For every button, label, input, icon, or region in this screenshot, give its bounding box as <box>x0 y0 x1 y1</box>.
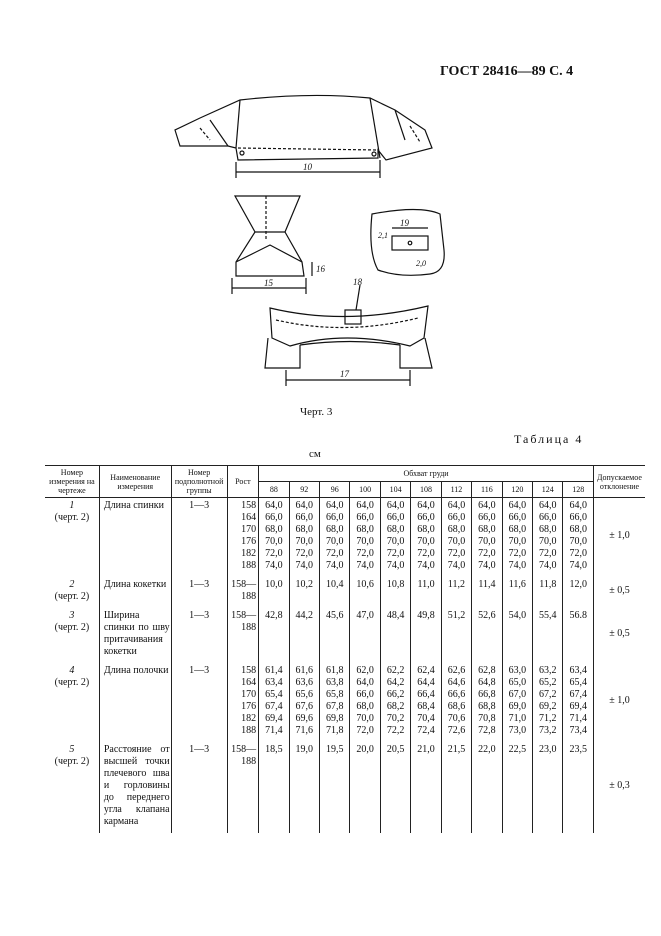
row-value: 64,0 66,0 68,0 70,0 72,0 74,0 <box>289 498 319 578</box>
row-number <box>45 577 99 608</box>
measurements-table <box>45 465 645 833</box>
row-value: 11,0 <box>411 577 441 608</box>
row-number-value: 4 <box>69 665 75 676</box>
row-value: 64,0 66,0 68,0 70,0 72,0 74,0 <box>259 498 289 578</box>
row-value: 62,0 64,0 66,0 68,0 70,0 72,0 <box>350 663 380 742</box>
row-group: 1—3 <box>171 608 227 663</box>
row-tolerance: ± 0,5 <box>593 608 645 663</box>
row-group: 1—3 <box>171 742 227 833</box>
row-height: 158 164 170 176 182 188 <box>227 498 259 578</box>
row-value: 23,5 <box>563 742 593 833</box>
table-body <box>45 498 645 834</box>
row-value: 19,5 <box>319 742 349 833</box>
drawing-shirt-back <box>265 277 432 386</box>
row-value: 64,0 66,0 68,0 70,0 72,0 74,0 <box>472 498 502 578</box>
row-value: 47,0 <box>350 608 380 663</box>
table-unit: см <box>309 448 321 460</box>
table-row <box>45 498 645 578</box>
row-number <box>45 608 99 663</box>
row-name: Длина полочки <box>99 663 171 742</box>
row-name: Расстояние от высшей точки плечевого шва и горловины до переднего угла клапана кармана <box>99 742 171 833</box>
row-value: 64,0 66,0 68,0 70,0 72,0 74,0 <box>411 498 441 578</box>
header-name: Наименование измерения <box>99 466 171 498</box>
row-value: 10,0 <box>259 577 289 608</box>
row-value: 64,0 66,0 68,0 70,0 72,0 74,0 <box>350 498 380 578</box>
bust-size: 128 <box>563 482 593 498</box>
row-tolerance: ± 0,5 <box>593 577 645 608</box>
row-value: 62,8 64,8 66,8 68,8 70,8 72,8 <box>472 663 502 742</box>
row-value: 45,6 <box>319 608 349 663</box>
row-value: 64,0 66,0 68,0 70,0 72,0 74,0 <box>563 498 593 578</box>
dim-15: 15 <box>264 278 273 288</box>
row-number <box>45 742 99 833</box>
row-height: 158 164 170 176 182 188 <box>227 663 259 742</box>
table-row <box>45 742 645 833</box>
row-value: 18,5 <box>259 742 289 833</box>
row-height: 158— 188 <box>227 608 259 663</box>
row-value: 10,6 <box>350 577 380 608</box>
row-height: 158— 188 <box>227 742 259 833</box>
row-value: 62,2 64,2 66,2 68,2 70,2 72,2 <box>380 663 410 742</box>
dim-18: 18 <box>353 277 362 287</box>
bust-size: 92 <box>289 482 319 498</box>
header-tolerance: Допускаемое отклонение <box>593 466 645 498</box>
row-number-value: 5 <box>69 744 75 755</box>
dim-20: 2,0 <box>416 259 426 268</box>
dim-10: 10 <box>303 162 312 172</box>
row-value: 11,8 <box>533 577 563 608</box>
figure-caption: Черт. 3 <box>300 406 333 418</box>
row-group: 1—3 <box>171 663 227 742</box>
row-value: 42,8 <box>259 608 289 663</box>
row-value: 63,0 65,0 67,0 69,0 71,0 73,0 <box>502 663 532 742</box>
row-value: 11,2 <box>441 577 471 608</box>
header-group: Номер подполнотной группы <box>171 466 227 498</box>
garment-drawings <box>0 0 661 420</box>
row-value: 23,0 <box>533 742 563 833</box>
row-value: 55,4 <box>533 608 563 663</box>
row-value: 63,4 65,4 67,4 69,4 71,4 73,4 <box>563 663 593 742</box>
row-value: 63,2 65,2 67,2 69,2 71,2 73,2 <box>533 663 563 742</box>
row-value: 11,4 <box>472 577 502 608</box>
row-value: 10,4 <box>319 577 349 608</box>
row-value: 64,0 66,0 68,0 70,0 72,0 74,0 <box>502 498 532 578</box>
dim-17: 17 <box>340 369 349 379</box>
row-tolerance: ± 1,0 <box>593 498 645 578</box>
bust-size: 108 <box>411 482 441 498</box>
row-drawing-ref: (черт. 2) <box>54 677 90 688</box>
bust-size: 112 <box>441 482 471 498</box>
dim-21: 2,1 <box>378 231 388 240</box>
row-value: 52,6 <box>472 608 502 663</box>
row-value: 21,5 <box>441 742 471 833</box>
row-value: 49,8 <box>411 608 441 663</box>
row-height: 158— 188 <box>227 577 259 608</box>
header-height: Рост <box>227 466 259 498</box>
dim-16: 16 <box>316 264 325 274</box>
bust-size: 96 <box>319 482 349 498</box>
bust-size: 124 <box>533 482 563 498</box>
bust-size: 104 <box>380 482 410 498</box>
row-value: 62,4 64,4 66,4 68,4 70,4 72,4 <box>411 663 441 742</box>
row-value: 64,0 66,0 68,0 70,0 72,0 74,0 <box>380 498 410 578</box>
drawing-yoke-with-sleeves <box>175 95 432 178</box>
header-bust: Обхват груди <box>259 466 594 482</box>
row-group: 1—3 <box>171 498 227 578</box>
row-value: 10,8 <box>380 577 410 608</box>
row-name: Длина кокетки <box>99 577 171 608</box>
row-value: 64,0 66,0 68,0 70,0 72,0 74,0 <box>319 498 349 578</box>
row-value: 61,6 63,6 65,6 67,6 69,6 71,6 <box>289 663 319 742</box>
drawing-pocket-detail <box>371 210 444 276</box>
row-value: 11,6 <box>502 577 532 608</box>
row-value: 21,0 <box>411 742 441 833</box>
row-tolerance: ± 0,3 <box>593 742 645 833</box>
row-value: 44,2 <box>289 608 319 663</box>
row-drawing-ref: (черт. 2) <box>54 622 90 633</box>
table-caption: Таблица 4 <box>514 432 584 446</box>
row-value: 19,0 <box>289 742 319 833</box>
row-number-value: 1 <box>69 500 75 511</box>
row-value: 61,4 63,4 65,4 67,4 69,4 71,4 <box>259 663 289 742</box>
row-value: 10,2 <box>289 577 319 608</box>
row-value: 62,6 64,6 66,6 68,6 70,6 72,6 <box>441 663 471 742</box>
bust-size: 100 <box>350 482 380 498</box>
row-value: 56.8 <box>563 608 593 663</box>
row-drawing-ref: (черт. 2) <box>54 512 90 523</box>
row-value: 51,2 <box>441 608 471 663</box>
row-tolerance: ± 1,0 <box>593 663 645 742</box>
row-number <box>45 498 99 578</box>
row-value: 64,0 66,0 68,0 70,0 72,0 74,0 <box>441 498 471 578</box>
row-value: 64,0 66,0 68,0 70,0 72,0 74,0 <box>533 498 563 578</box>
row-name: Ширина спинки по шву притачивания кокетки <box>99 608 171 663</box>
row-value: 61,8 63,8 65,8 67,8 69,8 71,8 <box>319 663 349 742</box>
row-value: 22,0 <box>472 742 502 833</box>
row-number-value: 3 <box>69 610 75 621</box>
page-header: ГОСТ 28416—89 С. 4 <box>440 64 574 79</box>
row-group: 1—3 <box>171 577 227 608</box>
dim-19: 19 <box>400 218 409 228</box>
row-value: 20,5 <box>380 742 410 833</box>
row-value: 54,0 <box>502 608 532 663</box>
row-drawing-ref: (черт. 2) <box>54 756 90 767</box>
row-value: 22,5 <box>502 742 532 833</box>
row-value: 12,0 <box>563 577 593 608</box>
bust-size: 88 <box>259 482 289 498</box>
row-name: Длина спинки <box>99 498 171 578</box>
table-row <box>45 663 645 742</box>
row-number <box>45 663 99 742</box>
row-drawing-ref: (черт. 2) <box>54 591 90 602</box>
row-number-value: 2 <box>69 579 75 590</box>
table-row <box>45 608 645 663</box>
bust-size: 116 <box>472 482 502 498</box>
row-value: 48,4 <box>380 608 410 663</box>
bust-size: 120 <box>502 482 532 498</box>
table-row <box>45 577 645 608</box>
drawing-collar <box>232 196 326 294</box>
row-value: 20,0 <box>350 742 380 833</box>
header-num: Номер измерения на чертеже <box>45 466 99 498</box>
